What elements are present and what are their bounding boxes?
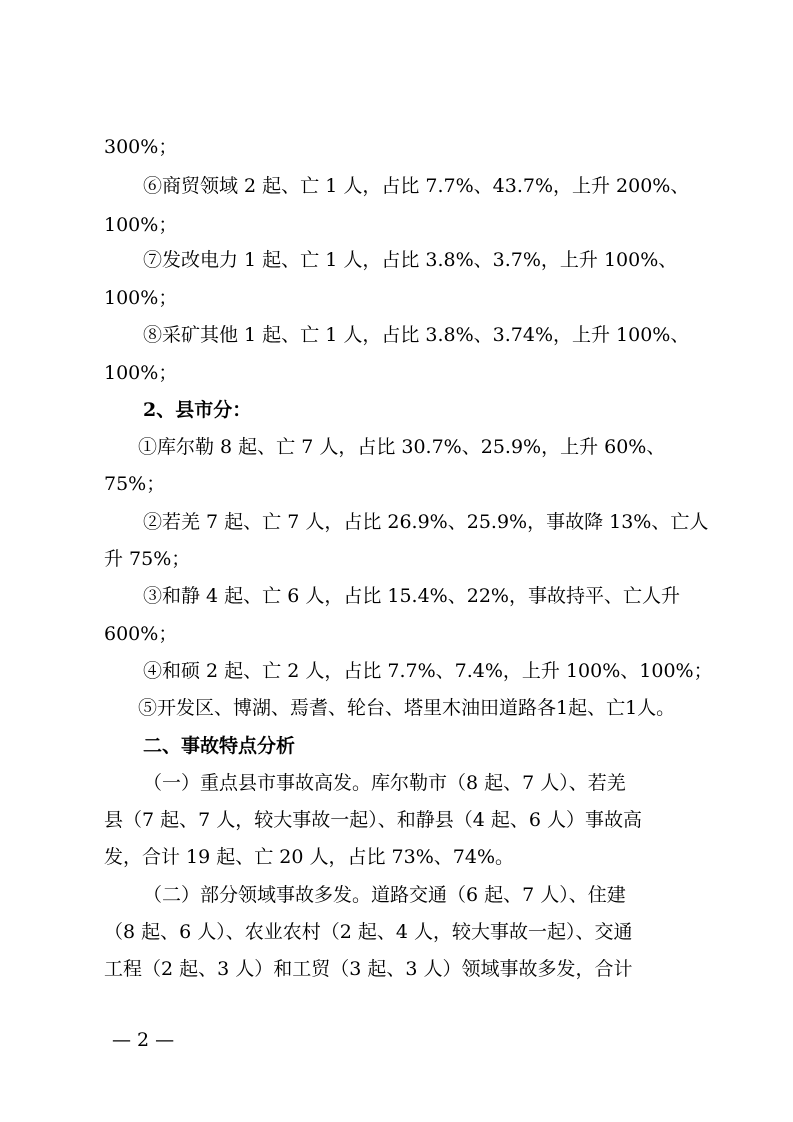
text-line: ⑧采矿其他 1 起、亡 1 人，占比 3.8%、3.74%，上升 100%、 bbox=[143, 324, 690, 346]
text-line: 县（7 起、7 人，较大事故一起）、和静县（4 起、6 人）事故高 bbox=[104, 809, 643, 831]
text-line: ①库尔勒 8 起、亡 7 人，占比 30.7%、25.9%，上升 60%、 bbox=[138, 436, 666, 458]
text-line: （8 起、6 人）、农业农村（2 起、4 人，较大事故一起）、交通 bbox=[104, 921, 633, 943]
text-line: ④和硕 2 起、亡 2 人，占比 7.7%、7.4%，上升 100%、100%； bbox=[143, 660, 713, 682]
text-line: （二）部分领域事故多发。道路交通（6 起、7 人）、住建 bbox=[143, 884, 626, 906]
text-line: ③和静 4 起、亡 6 人，占比 15.4%、22%，事故持平、亡人升 bbox=[143, 585, 680, 607]
text-line: 100%； bbox=[104, 287, 178, 309]
text-line: 100%； bbox=[104, 362, 178, 384]
text-line: ⑦发改电力 1 起、亡 1 人，占比 3.8%、3.7%，上升 100%、 bbox=[143, 249, 678, 271]
page-number: — 2 — bbox=[112, 1029, 175, 1051]
text-line: （一）重点县市事故高发。库尔勒市（8 起、7 人）、若羌 bbox=[143, 772, 626, 794]
text-line: 发，合计 19 起、亡 20 人，占比 73%、74%。 bbox=[104, 846, 515, 868]
text-line: ⑥商贸领域 2 起、亡 1 人，占比 7.7%、43.7%，上升 200%、 bbox=[143, 175, 690, 197]
text-line: 工程（2 起、3 人）和工贸（3 起、3 人）领域事故多发，合计 bbox=[104, 958, 633, 980]
text-line: 600%； bbox=[104, 623, 178, 645]
text-line: 升 75%； bbox=[104, 548, 191, 570]
text-line: 300%； bbox=[104, 136, 178, 158]
text-line: 75%； bbox=[104, 473, 166, 495]
text-line: 100%； bbox=[104, 214, 178, 236]
text-line: ②若羌 7 起、亡 7 人，占比 26.9%、25.9%，事故降 13%、亡人 bbox=[143, 511, 709, 533]
section-heading: 二、事故特点分析 bbox=[143, 735, 296, 757]
section-heading: 2、县市分： bbox=[143, 399, 252, 421]
text-line: ⑤开发区、博湖、焉耆、轮台、塔里木油田道路各1起、亡1人。 bbox=[138, 697, 676, 719]
